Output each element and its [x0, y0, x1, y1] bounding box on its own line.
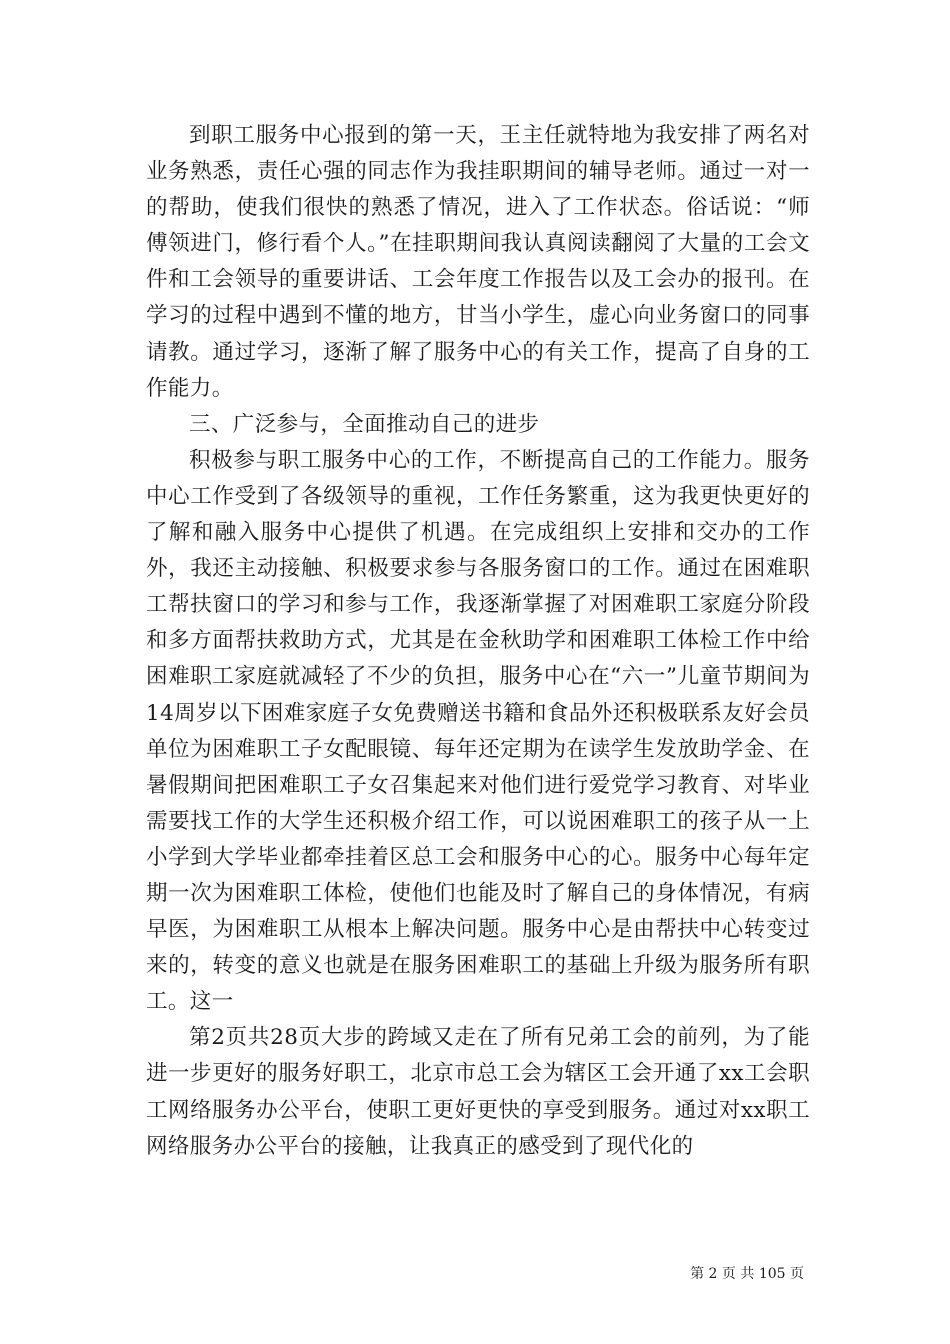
paragraph-training: 到职工服务中心报到的第一天，王主任就特地为我安排了两名对业务熟悉，责任心强的同志作为我挂职期间的辅导老师。通过一对一的帮助，使我们很快的熟悉了情况，进入了工作状态。俗话说：“师傅领进门，修行看个人。”在挂职期间我认真阅读翻阅了大量的工会文件和工会领导的重要讲话、工会年度工作报告以及工会办的报刊。在学习的过程中遇到不懂的地方，甘当小学生，虚心向业务窗口的同事请教。通过学习，逐渐了解了服务中心的有关工作，提高了自身的工作能力。 [146, 123, 810, 401]
page-number-footer: 第 2 页 共 105 页 [690, 1266, 804, 1282]
paragraph-network-platform: 第2页共28页大步的跨域又走在了所有兄弟工会的前列，为了能进一步更好的服务好职工，北京市总工会为辖区工会开通了xx工会职工网络服务办公平台，使职工更好更快的享受到服务。通过对xx职工网络服务办公平台的接触，让我真正的感受到了现代化的 [146, 1025, 810, 1159]
section-heading: 三、广泛参与，全面推动自己的进步 [189, 411, 540, 437]
body-text [146, 118, 810, 1165]
paragraph-participation: 积极参与职工服务中心的工作，不断提高自己的工作能力。服务中心工作受到了各级领导的重视，工作任务繁重，这为我更快更好的了解和融入服务中心提供了机遇。在完成组织上安排和交办的工作外，我还主动接触、积极要求参与各服务窗口的工作。通过在困难职工帮扶窗口的学习和参与工作，我逐渐掌握了对困难职工家庭分阶段和多方面帮扶救助方式，尤其是在金秋助学和困难职工体检工作中给困难职工家庭就减轻了不少的负担，服务中心在“六一”儿童节期间为14周岁以下困难家庭子女免费赠送书籍和食品外还积极联系友好会员单位为困难职工子女配眼镜、每年还定期为在读学生发放助学金、在暑假期间把困难职工子女召集起来对他们进行爱党学习教育、对毕业需要找工作的大学生还积极介绍工作，可以说困难职工的孩子从一上小学到大学毕业都牵挂着区总工会和服务中心的心。服务中心每年定期一次为困难职工体检，使他们也能及时了解自己的身体情况，有病早医，为困难职工从根本上解决问题。服务中心是由帮扶中心转变过来的，转变的意义也就是在服务困难职工的基础上升级为服务所有职工。这一 [146, 447, 810, 1015]
